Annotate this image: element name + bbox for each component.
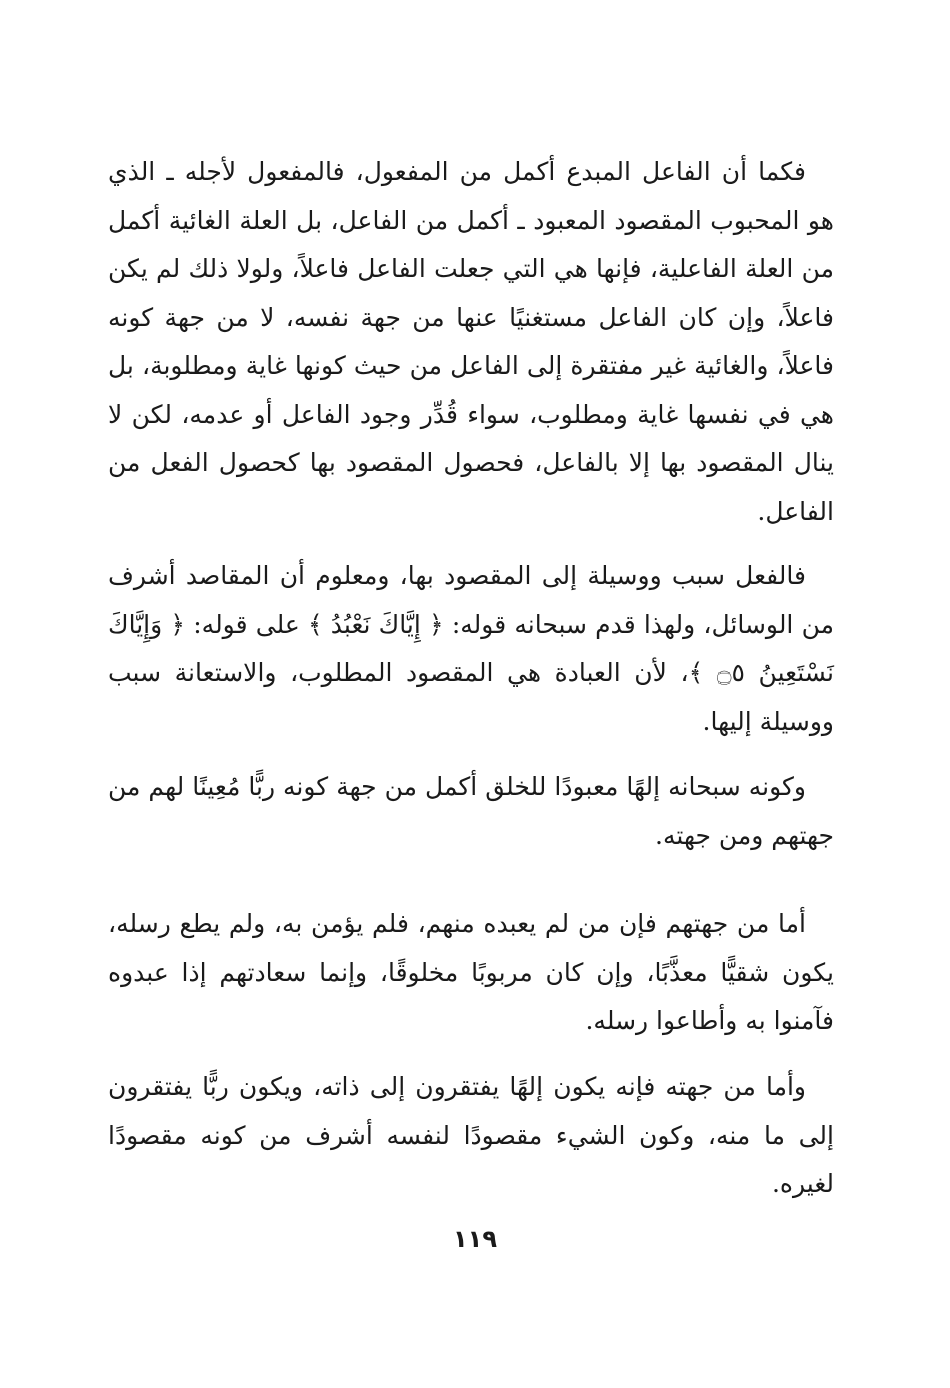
paragraph-text: فالفعل سبب ووسيلة إلى المقصود بها، ومعلوم أن المقاصد أشرف من الوسائل، ولهذا قدم سبحانه قوله: ﴿ إِيَّاكَ نَعْبُدُ ﴾ على قوله: ﴿ وَإِيَّاكَ نَسْتَعِينُ ۝٥ ﴾، لأن العبادة هي المقصود المطلوب، والاستعانة سبب ووسيلة إليها. bbox=[108, 561, 834, 736]
paragraph-text: وكونه سبحانه إلهًا معبودًا للخلق أكمل من جهة كونه ربًّا مُعِينًا لهم من جهتهم ومن جهته. bbox=[108, 772, 834, 850]
page-number: ١١٩ bbox=[453, 1225, 497, 1253]
paragraph-text: أما من جهتهم فإن من لم يعبده منهم، فلم يؤمن به، ولم يطع رسله، يكون شقيًّا معذَّبًا، وإن كان مربوبًا مخلوقًا، وإنما سعادتهم إذا عبدوه فآمنوا به وأطاعوا رسله. bbox=[108, 909, 834, 1035]
paragraph-text: فكما أن الفاعل المبدع أكمل من المفعول، فالمفعول لأجله ـ الذي هو المحبوب المقصود المعبود ـ أكمل من الفاعل، بل العلة الغائية أكمل من العلة الفاعلية، فإنها هي التي جعلت الفاعل فاعلاً، ولولا ذلك لم يكن فاعلاً، وإن كان الفاعل مستغنيًا عنها من جهة نفسه، لا من جهة كونه فاعلاً، والغائية غير مفتقرة إلى الفاعل من حيث كونها غاية ومطلوبة، بل هي في نفسها غاية ومطلوب، سواء قُدِّر وجود الفاعل أو عدمه، لكن لا ينال المقصود بها إلا بالفاعل، فحصول المقصود بها كحصول الفعل من الفاعل. bbox=[108, 157, 834, 526]
paragraph-his-side bbox=[108, 1063, 834, 1209]
paragraph-divinity bbox=[108, 763, 834, 860]
paragraph-final-cause bbox=[108, 148, 834, 536]
paragraph-ends-and-means bbox=[108, 552, 834, 746]
paragraph-text: وأما من جهته فإنه يكون إلهًا يفتقرون إلى ذاته، ويكون ربًّا يفتقرون إلى ما منه، وكون الشيء مقصودًا لنفسه أشرف من كونه مقصودًا لغيره. bbox=[108, 1072, 834, 1198]
paragraph-their-side bbox=[108, 900, 834, 1046]
